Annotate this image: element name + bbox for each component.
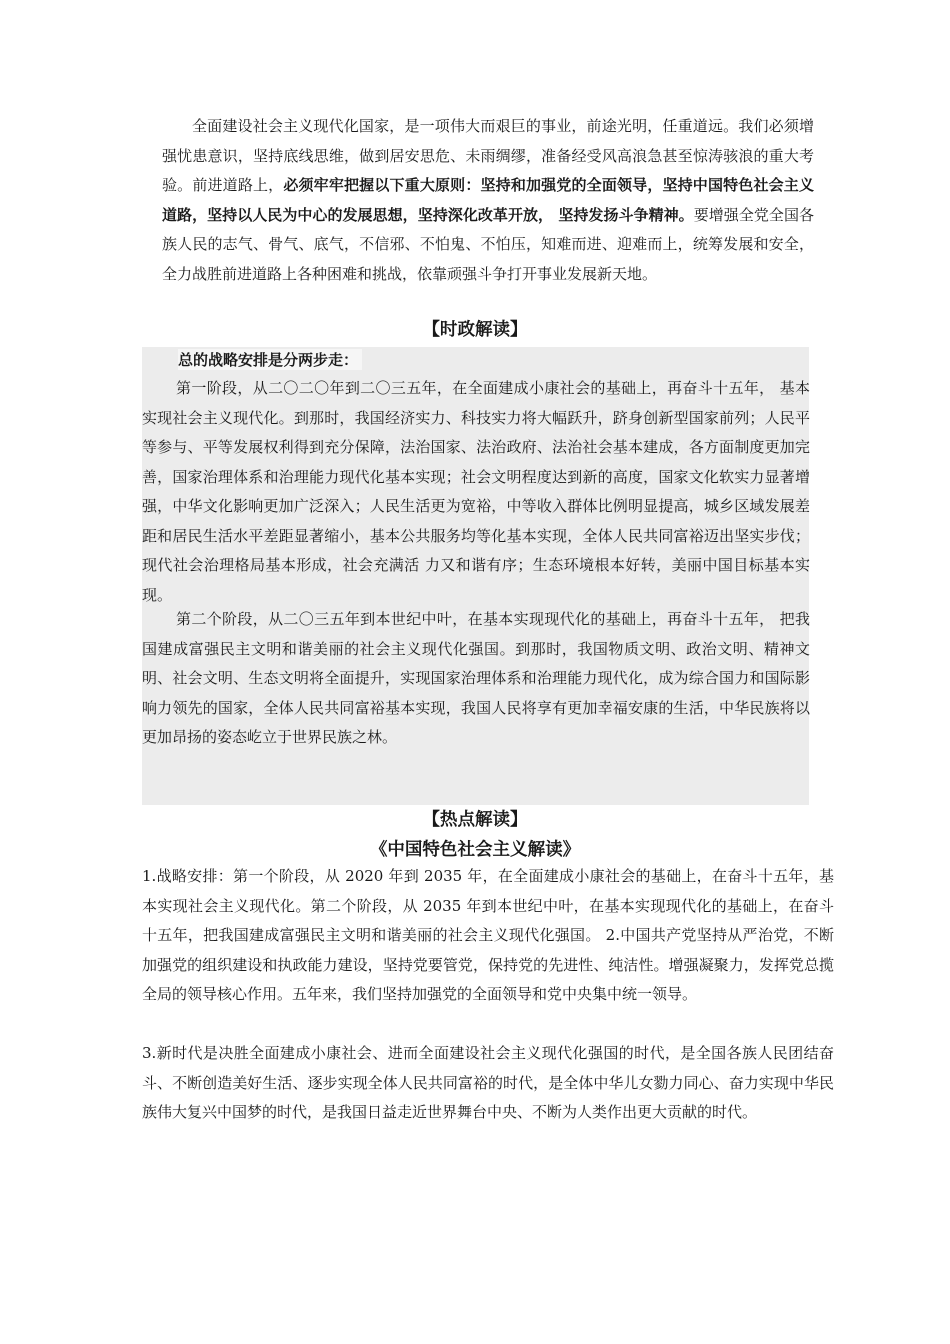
intro-text-start: 全面建设社会主义现代化国家，是一项伟大而艰巨的事业，前途光明，任重道远。我们必须增强忧患意识，坚持底线思维，做到居安思危、未雨绸缪，准备经受风高浪急甚至惊涛骇浪的重大考验。前进道路上， <box>162 117 814 194</box>
intro-text-end: 要增强全党全国各族人民的志气、骨气、底气，不信邪、不怕鬼、不怕压，知难而进、迎难而上，统筹发展和安全，全力战胜前进道路上各种困难和挑战，依靠顽强斗争打开事业发展新天地。 <box>162 205 814 283</box>
hotspot-point-1-2: 1.战略安排：第一个阶段，从 2020 年到 2035 年，在全面建成小康社会的基础上，在奋斗十五年，基本实现社会主义现代化。第二个阶段，从 2035 年到本世纪中叶，在基本实现现代化的基础上，在奋斗十五年，把我国建成富强民主文明和谐美丽的社会主义现代化强国。 2.中国共产党坚持从严治党，不断加强党的组织建设和执政能力建设，坚持党要管党，保持党的先进性、纯洁性。增强凝聚力，发挥党总揽全局的领导核心作用。五年来，我们坚持加强党的全面领导和党中央集中统一领导。 <box>142 867 834 1003</box>
section-heading-policy: 【时政解读】 <box>422 320 528 340</box>
strategy-box-title: 总的战略安排是分两步走： <box>178 349 362 370</box>
intro-paragraph <box>162 112 814 289</box>
stage-two-paragraph: 第二个阶段，从二〇三五年到本世纪中叶，在基本实现现代化的基础上，再奋斗十五年， 把我国建成富强民主文明和谐美丽的社会主义现代化强国。到那时，我国物质文明、政治文明、精神文明、社会文明、生态文明将全面提升，实现国家治理体系和治理能力现代化，成为综合国力和国际影响力领先的国家，全体人民共同富裕基本实现，我国人民将享有更加幸福安康的生活，中华民族将以更加昂扬的姿态屹立于世界民族之林。 <box>142 610 810 746</box>
intro-bold-principles: 必须牢牢把握以下重大原则：坚持和加强党的全面领导，坚持中国特色社会主义道路，坚持以人民为中心的发展思想，坚持深化改革开放， 坚持发扬斗争精神。 <box>162 176 814 224</box>
stage-one-paragraph: 第一阶段，从二〇二〇年到二〇三五年，在全面建成小康社会的基础上，再奋斗十五年， 基本实现社会主义现代化。到那时，我国经济实力、科技实力将大幅跃升，跻身创新型国家前列；人民平等参与、平等发展权利得到充分保障，法治国家、法治政府、法治社会基本建成，各方面制度更加完善，国家治理体系和治理能力现代化基本实现；社会文明程度达到新的高度，国家文化软实力显著增强，中华文化影响更加广泛深入；人民生活更为宽裕，中等收入群体比例明显提高，城乡区域发展差距和居民生活水平差距显著缩小，基本公共服务均等化基本实现，全体人民共同富裕迈出坚实步伐；现代社会治理格局基本形成，社会充满活 力又和谐有序；生态环境根本好转，美丽中国目标基本实现。 <box>142 379 810 604</box>
section-subheading: 《中国特色社会主义解读》 <box>369 840 581 860</box>
section-heading-hotspot: 【热点解读】 <box>422 810 528 830</box>
hotspot-point-3: 3.新时代是决胜全面建成小康社会、进而全面建设社会主义现代化强国的时代，是全国各族人民团结奋斗、不断创造美好生活、逐步实现全体人民共同富裕的时代，是全体中华儿女勠力同心、奋力实现中华民族伟大复兴中国梦的时代，是我国日益走近世界舞台中央、不断为人类作出更大贡献的时代。 <box>142 1044 834 1121</box>
